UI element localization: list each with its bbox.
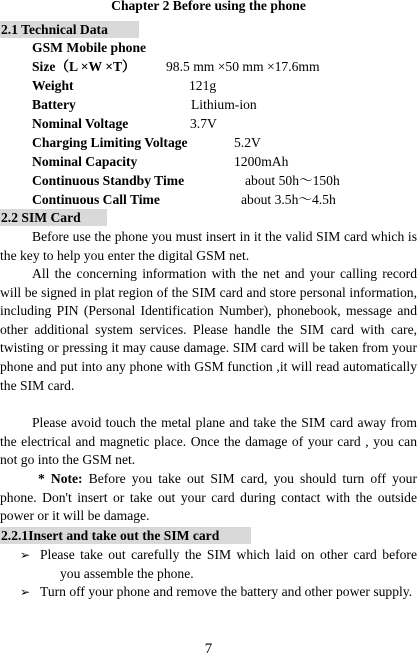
list-item: [0, 546, 417, 583]
note-text: Before you take out SIM card, you should turn off your phone. Don't insert or take out your card during contact with the outside power or it will be damage.: [0, 471, 417, 524]
list-item: [0, 583, 417, 602]
paragraph-sim-avoid: Please avoid touch the metal plane and take the SIM card away from the electrical and magnetic place. Once the damage of your card , you can not go into the GSM net.: [0, 415, 417, 468]
spec-value: 1200mAh: [234, 154, 289, 169]
spec-value: 121g: [189, 78, 217, 93]
list-item-text: Turn off your phone and remove the battery and other power supply.: [40, 584, 413, 599]
section-heading-insert-sim: 2.2.1Insert and take out the SIM card: [0, 527, 251, 544]
arrow-bullet-icon: ➢: [20, 585, 31, 599]
spec-label: Nominal Voltage: [32, 116, 129, 131]
spec-value: 5.2V: [234, 135, 261, 150]
note-label: * Note:: [38, 471, 83, 486]
spec-label: Battery: [32, 97, 76, 112]
spec-value: 98.5 mm ×50 mm ×17.6mm: [166, 59, 320, 74]
spec-label: Continuous Standby Time: [32, 173, 185, 188]
arrow-bullet-icon: ➢: [20, 548, 31, 562]
spec-label: GSM Mobile phone: [32, 40, 147, 55]
spec-value: Lithium-ion: [191, 97, 257, 112]
list-item-text: Please take out carefully the SIM which laid on other card before you assemble the phone.: [40, 547, 417, 581]
spec-value: about 50h～150h: [245, 173, 340, 188]
spec-value: 3.7V: [190, 116, 217, 131]
chapter-title: Chapter 2 Before using the phone: [111, 0, 306, 13]
spec-label: Nominal Capacity: [32, 154, 138, 169]
paragraph-sim-intro: Before use the phone you must insert in it the valid SIM card which is the key to help you enter the digital GSM net.: [0, 229, 417, 263]
spec-value: about 3.5h～4.5h: [241, 192, 336, 207]
spec-label: Size（L ×W ×T）: [32, 59, 136, 74]
spec-label: Continuous Call Time: [32, 192, 160, 207]
paragraph-sim-info: All the concerning information with the net and your calling record will be signed in plat region of the SIM card and store personal information, including PIN (Personal Identification Number), phonebook, message and other additional system services. Please handle the SIM card with care, twisting or pressing it may cause damage. SIM card will be taken from your phone and put into any phone with GSM function ,it will read automatically the SIM card.: [0, 266, 417, 393]
spec-label: Charging Limiting Voltage: [32, 135, 188, 150]
page-number: 7: [204, 641, 213, 657]
paragraph-note: [0, 470, 417, 526]
section-heading-sim-card: 2.2 SIM Card: [0, 209, 107, 226]
section-heading-technical-data: 2.1 Technical Data: [0, 21, 139, 38]
spec-label: Weight: [32, 78, 74, 93]
